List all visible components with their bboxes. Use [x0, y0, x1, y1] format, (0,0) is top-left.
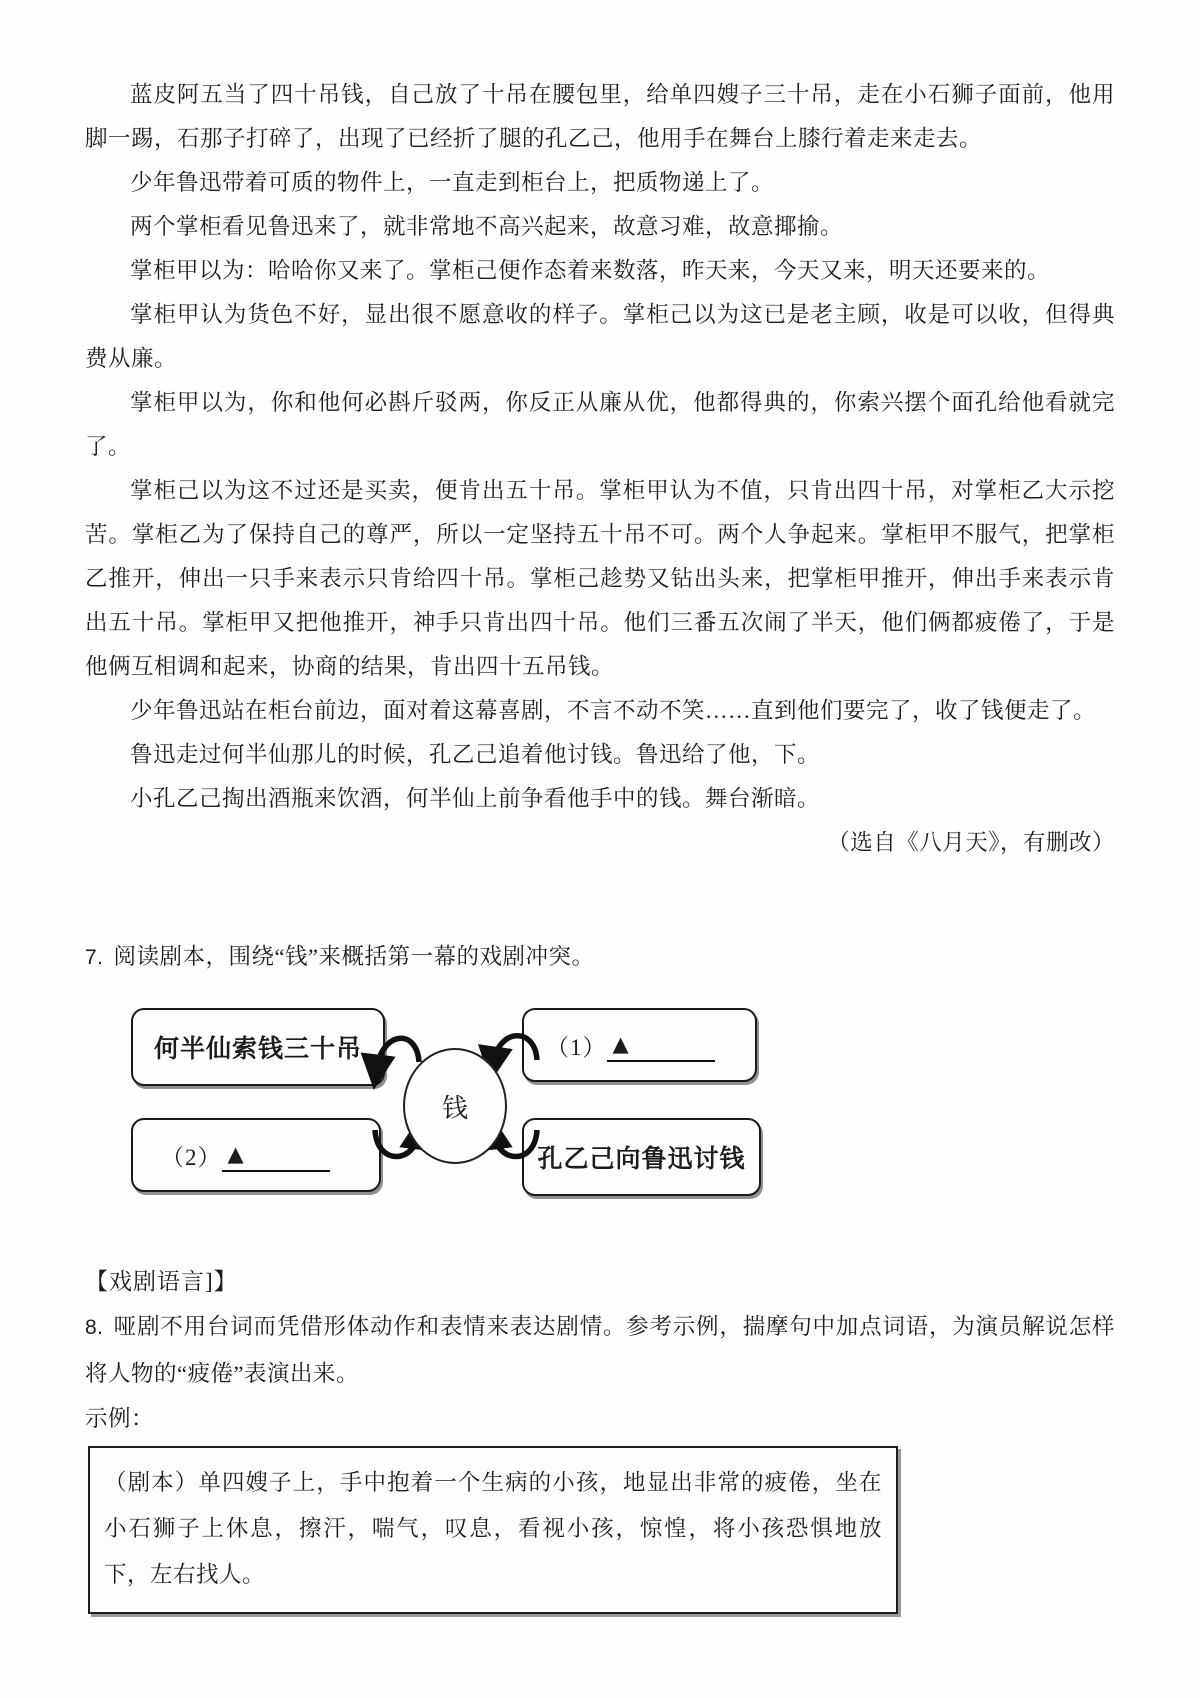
diagram-center-label: 钱: [441, 1093, 468, 1123]
triangle-marker-icon: ▲: [612, 1032, 630, 1056]
section-heading-drama-language: 【戏剧语言]】: [85, 1269, 238, 1294]
script-paragraph: 掌柜己以为这不过还是买卖，便肯出五十吊。掌柜甲认为不值，只肯出四十吊，对掌柜乙大示挖苦。掌柜乙为了保持自己的尊严，所以一定坚持五十吊不可。两个人争起来。掌柜甲不服气，把掌柜乙推开，伸出一只手来表示只肯给四十吊。掌柜己趁势又钻出头来，把掌柜甲推开，伸出手来表示肯出五十吊。掌柜甲又把他推开，神手只肯出四十吊。他们三番五次闹了半天，他们俩都疲倦了，于是他俩互相调和起来，协商的结果，肯出四十五吊钱。: [85, 478, 1115, 679]
question-7-number: 7.: [85, 946, 104, 969]
script-paragraph: 掌柜甲以为，你和他何必斟斤驳两，你反正从廉从优，他都得典的，你索兴摆个面孔给他看就完了。: [85, 390, 1115, 459]
question-8-number: 8.: [85, 1316, 104, 1339]
question-7-text: 阅读剧本，围绕“钱”来概括第一幕的戏剧冲突。: [113, 944, 595, 969]
script-paragraph: 掌柜甲认为货色不好，显出很不愿意收的样子。掌柜己以为这已是老主顾，收是可以收，但得典费从廉。: [85, 302, 1115, 371]
script-paragraph: 小孔乙己掏出酒瓶来饮酒，何半仙上前争看他手中的钱。舞台渐暗。: [130, 786, 821, 811]
script-paragraph: 少年鲁迅带着可质的物件上，一直走到柜台上，把质物递上了。: [130, 170, 775, 195]
triangle-marker-icon: ▲: [227, 1142, 245, 1166]
diagram-center-circle: [403, 1048, 507, 1164]
blank-1-label: （1）: [546, 1034, 607, 1060]
script-paragraph: 掌柜甲以为：哈哈你又来了。掌柜己便作态着来数落，昨天来，今天又来，明天还要来的。: [130, 258, 1051, 283]
script-paragraph: 少年鲁迅站在柜台前边，面对着这幕喜剧，不言不动不笑……直到他们要完了，收了钱便走了。: [130, 698, 1097, 723]
script-paragraph: 蓝皮阿五当了四十吊钱，自己放了十吊在腰包里，给单四嫂子三十吊，走在小石狮子面前，他用脚一踢，石那子打碎了，出现了已经折了腿的孔乙己，他用手在舞台上膝行着走来走去。: [85, 82, 1115, 151]
conflict-diagram: [85, 1000, 1115, 1200]
content-column: [85, 73, 1115, 1614]
script-paragraph: 鲁迅走过何半仙那儿的时候，孔乙己追着他讨钱。鲁迅给了他，下。: [130, 742, 821, 767]
source-attribution: （选自《八月天》，有删改）: [827, 830, 1115, 855]
example-box-text: （剧本）单四嫂子上，手中抱着一个生病的小孩，地显出非常的疲倦，坐在小石狮子上休息，擦汗，喘气，叹息，看视小孩，惊惶，将小孩恐惧地放下，左右找人。: [104, 1470, 882, 1587]
diagram-box-top-left: 何半仙索钱三十吊: [131, 1008, 385, 1086]
question-8: [85, 1304, 1115, 1397]
blank-2-label: （2）: [161, 1144, 222, 1170]
example-box: [88, 1446, 898, 1614]
example-label: 示例：: [85, 1406, 155, 1431]
script-paragraph: 两个掌柜看见鲁迅来了，就非常地不高兴起来，故意习难，故意揶揄。: [130, 214, 844, 239]
arrow-top-left: [376, 1038, 419, 1072]
question-8-text: 哑剧不用台词而凭借形体动作和表情来表达剧情。参考示例，揣摩句中加点词语，为演员解说怎样将人物的“疲倦”表演出来。: [85, 1314, 1115, 1386]
question-7: [85, 935, 1115, 980]
arrow-top-right: [493, 1036, 537, 1064]
diagram-box-bottom-right: 孔乙己向鲁迅讨钱: [522, 1118, 761, 1196]
